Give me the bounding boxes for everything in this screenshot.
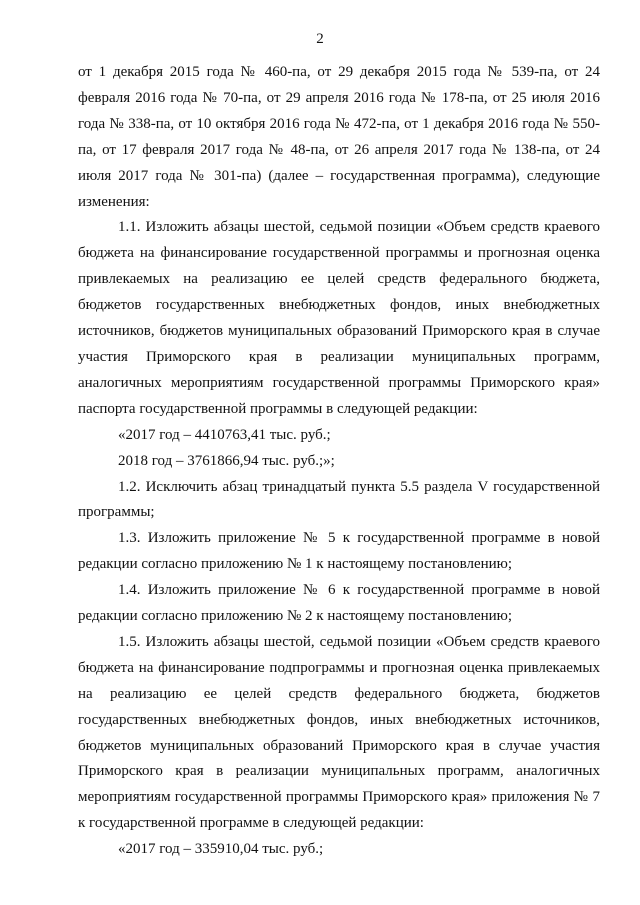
paragraph-item-1-3: 1.3. Изложить приложение № 5 к государственной программе в новой редакции согласно приложению № 1 к настоящему постановлению; xyxy=(78,530,600,573)
paragraph-item-1-1: 1.1. Изложить абзацы шестой, седьмой позиции «Объем средств краевого бюджета на финансирование государственной программы и прогнозная оценка привлекаемых на реализацию ее целей средств федерального бюджета, бюджетов государственных внебюджетных фондов, иных внебюджетных источников, бюджетов муниципальных образований Приморского края в случае участия Приморского края в реализации муниципальных программ, аналогичных мероприятиям государственной программы Приморского края» паспорта государственной программы в следующей редакции: xyxy=(78,219,600,417)
paragraph-item-1-5: 1.5. Изложить абзацы шестой, седьмой позиции «Объем средств краевого бюджета на финансирование подпрограммы и прогнозная оценка привлекаемых на реализацию ее целей средств федерального бюджета, бюджетов государственных внебюджетных фондов, иных внебюджетных источников, бюджетов муниципальных образований Приморского края в случае участия Приморского края в реализации муниципальных программ, аналогичных мероприятиям государственной программы Приморского края» приложения № 7 к государственной программе в следующей редакции: xyxy=(78,633,600,832)
page-number: 2 xyxy=(316,31,324,47)
paragraph-quote-2017-subprogram: «2017 год – 335910,04 тыс. руб.; xyxy=(118,841,324,858)
paragraph-item-1-2: 1.2. Исключить абзац тринадцатый пункта 5.5 раздела V государственной программы; xyxy=(78,478,600,521)
paragraph-intro: от 1 декабря 2015 года № 460-па, от 29 декабря 2015 года № 539-па, от 24 февраля 2016 года № 70-па, от 29 апреля 2016 года № 178-па, от 25 июля 2016 года № 338-па, от 10 октября 2016 года № 472-па, от 1 декабря 2016 года № 550-па, от 17 февраля 2017 года № 48-па, от 26 апреля 2017 года № 138-па, от 24 июля 2017 года № 301-па) (далее – государственная программа), следующие изменения: xyxy=(78,64,600,210)
paragraph-quote-2017: «2017 год – 4410763,41 тыс. руб.; xyxy=(118,426,331,443)
paragraph-quote-2018: 2018 год – 3761866,94 тыс. руб.;»; xyxy=(118,452,335,469)
paragraph-item-1-4: 1.4. Изложить приложение № 6 к государственной программе в новой редакции согласно приложению № 2 к настоящему постановлению; xyxy=(78,582,600,625)
document-body xyxy=(78,60,600,863)
